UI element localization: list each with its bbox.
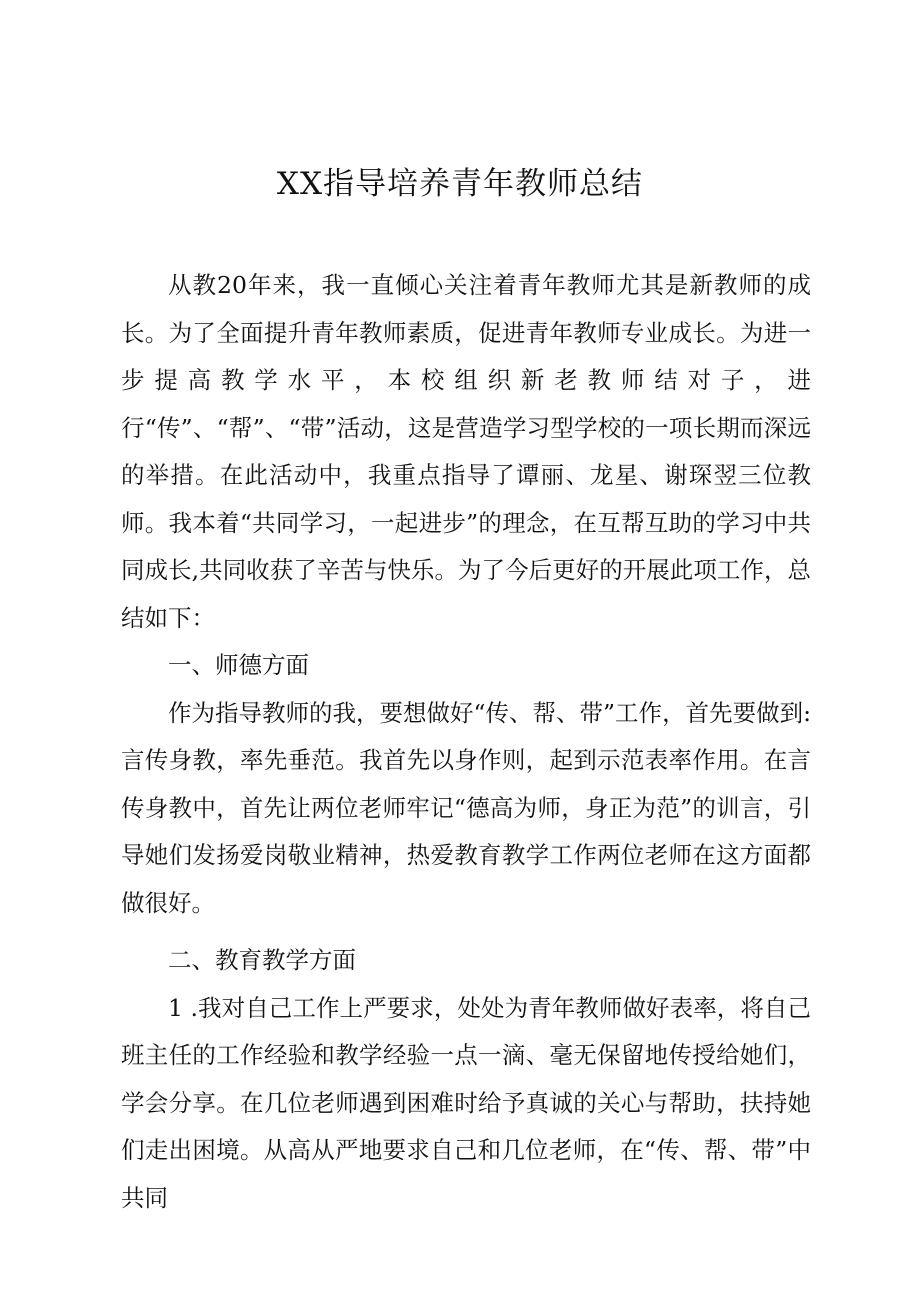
document-body xyxy=(121,262,811,1222)
paragraph-intro: 从教20年来，我一直倾心关注着青年教师尤其是新教师的成长。为了全面提升青年教师素质，促进青年教师专业成长。为进一步提高教学水平，本校组织新老教师结对子，进行“传”、“帮”、“带”活动，这是营造学习型学校的一项长期而深远的举措。在此活动中，我重点指导了谭丽、龙星、谢琛翌三位教师。我本着“共同学习，一起进步”的理念，在互帮互助的学习中共同成长,共同收获了辛苦与快乐。为了今后更好的开展此项工作，总结如下： xyxy=(121,271,811,632)
section-heading-teaching: 二、教育教学方面 xyxy=(168,946,356,974)
paragraph-ethics: 作为指导教师的我，要想做好“传、帮、带”工作，首先要做到:言传身教，率先垂范。我首先以身作则，起到示范表率作用。在言传身教中，首先让两位老师牢记“德高为师，身正为范”的训言，引导她们发扬爱岗敬业精神，热爱教育教学工作两位老师在这方面都做很好。 xyxy=(121,698,811,917)
document-title: XX指导培养青年教师总结 xyxy=(276,166,644,202)
paragraph-teaching-1: 1 .我对自己工作上严要求，处处为青年教师做好表率，将自己班主任的工作经验和教学经验一点一滴、毫无保留地传授给她们，学会分享。在几位老师遇到困难时给予真诚的关心与帮助，扶持她们走出困境。从高从严地要求自己和几位老师，在“传、帮、带”中共同 xyxy=(121,993,811,1212)
section-heading-ethics: 一、师德方面 xyxy=(168,651,309,679)
